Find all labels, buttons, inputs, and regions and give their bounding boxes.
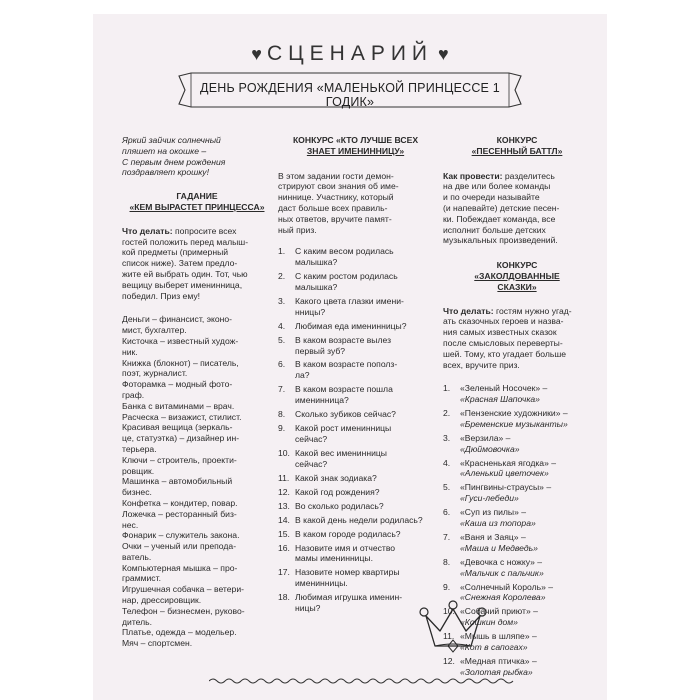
question-line: ла? [295,370,310,381]
item-number: 11. [278,472,290,483]
profession-line: Ключи – строитель, проекти- [122,454,237,465]
profession-line: терьера. [122,443,157,454]
tale-answer: «Красная Шапочка» [460,394,540,405]
question-text [295,384,393,406]
question-item [278,529,433,540]
text-line: даст больше всех правиль- [278,202,388,213]
profession-line: Компьютерная мышка – про- [122,562,238,573]
item-number: 5. [278,334,286,345]
question-text [295,409,396,420]
item-number: 8. [443,556,451,567]
question-item [278,592,433,614]
profession-line: ник. [122,346,138,357]
tale-item [443,482,591,504]
question-text [295,246,394,268]
profession-line: бизнес. [122,487,152,498]
question-item [278,473,433,484]
tale-answer: «Маша и Медведь» [460,542,538,553]
tale-item [443,383,591,405]
text-line: В этом задании гости демон- [278,170,394,181]
profession-list [122,314,272,649]
item-number: 9. [443,581,451,592]
profession-line: Платье, одежда – модельер. [122,627,237,638]
question-item [278,423,433,445]
heading-line: КОНКУРС [496,260,538,271]
heart-left-icon: ♥ [251,44,262,64]
heading-line: «ЗАКОЛДОВАННЫЕ [474,270,560,281]
item-number: 16. [278,542,290,553]
profession-line: Машинка – автомобильный [122,476,233,487]
song-battle-instructions [443,171,591,247]
tale-answer: «Каша из топора» [460,518,536,529]
item-number: 2. [443,408,451,419]
text-line: и по очереди называйте [443,192,540,203]
crown-icon [418,600,488,662]
profession-line: Мяч – спортсмен. [122,638,193,649]
question-text [295,501,384,512]
question-text [295,567,400,589]
tale-riddle: «Верзила» – [460,432,511,443]
tale-text [460,433,520,455]
item-number: 12. [278,486,290,497]
text-line: попросите всех [175,225,237,236]
question-text [295,359,397,381]
text-line: шей. Тому, кто угадает больше [443,348,566,359]
question-list [278,246,433,613]
question-text [295,296,404,318]
heading-line: КОНКУРС [496,135,538,145]
question-text [295,473,377,484]
tale-answer: «Гуси-лебеди» [460,493,519,504]
tale-riddle: «Зеленый Носочек» – [460,383,548,394]
tale-riddle: «Ваня и Заяц» – [460,532,526,543]
heading-line: ГАДАНИЕ [176,191,218,202]
item-number: 15. [278,528,290,539]
item-number: 8. [278,409,286,420]
tale-answer: «Дюймовочка» [460,443,520,454]
tale-item [443,458,591,480]
poem-line: пляшет на окошке – [122,145,207,156]
text-line: жите ей выбрать один. Тот, чью [122,268,248,279]
text-line: победил. Приз ему! [122,290,201,301]
wave-divider [209,676,519,686]
label: Как провести: [443,170,503,181]
question-line: Какой рост именинницы [295,423,392,434]
question-line: Какой знак зодиака? [295,472,377,483]
tale-answer: «Кот в сапогах» [460,641,528,652]
question-item [278,567,433,589]
heading-line: «КЕМ ВЫРАСТЕТ ПРИНЦЕССА» [129,201,265,212]
question-item [278,448,433,470]
question-line: В каком возрасте вылез [295,334,392,345]
item-number: 5. [443,482,451,493]
question-text [295,321,407,332]
item-number: 3. [278,295,286,306]
column-middle [278,135,433,617]
guessing-heading [122,191,272,213]
tale-answer: «Кошкин дом» [460,617,518,628]
question-line: Любимая еда именинницы? [295,320,407,331]
scenario-sheet [93,14,607,700]
text-line: на две или более команды [443,181,551,192]
enchanted-tales-heading [443,260,591,292]
item-number: 17. [278,567,290,578]
tale-answer: «Снежная Королева» [460,592,546,603]
tale-text [460,557,544,579]
question-item [278,409,433,420]
text-line: после смысловых переверты- [443,337,563,348]
question-line: С каким весом родилась [295,246,394,257]
text-line: кой предметы (примерный [122,247,229,258]
tale-text [460,383,547,405]
profession-line: граф. [122,389,145,400]
tale-text [460,408,568,430]
tale-riddle: «Суп из пилы» – [460,507,527,518]
item-number: 4. [278,320,286,331]
banner-subtitle: ДЕНЬ РОЖДЕНИЯ «МАЛЕНЬКОЙ ПРИНЦЕССЕ 1 ГОДИК» [200,81,500,109]
profession-line: Красивая вещица (зеркаль- [122,422,233,433]
profession-line: дитель. [122,616,153,627]
item-number: 1. [443,383,451,394]
question-line: Назовите номер квартиры [295,567,400,578]
question-text [295,529,401,540]
tale-riddle: «Девочка с ножку» – [460,556,543,567]
profession-line: Ложечка – ресторанный биз- [122,508,237,519]
question-line: Назовите имя и отчество [295,542,396,553]
question-line: именинница? [295,395,349,406]
tale-text [460,507,536,529]
question-item [278,335,433,357]
item-number: 11. [443,631,455,642]
page-title [93,42,607,66]
question-text [295,543,395,565]
question-line: именинницы. [295,578,348,589]
question-text [295,487,380,498]
tale-riddle: «Собачий приют» – [460,606,538,617]
profession-line: Игрушечная собачка – ветери- [122,584,244,595]
question-item [278,271,433,293]
tale-text [460,532,538,554]
question-text [295,448,387,470]
question-line: Любимая игрушка именин- [295,592,403,603]
question-line: В какой день недели родилась? [295,514,423,525]
tale-item [443,507,591,529]
profession-line: ватель. [122,551,152,562]
profession-line: граммист. [122,573,161,584]
profession-line: Деньги – финансист, эконо- [122,314,233,325]
question-line: нницы? [295,306,326,317]
guessing-instructions [122,226,272,302]
profession-line: нар, дрессировщик. [122,595,202,606]
question-item [278,384,433,406]
item-number: 18. [278,592,290,603]
poem-line: поздравляет крошку! [122,167,209,178]
profession-line: мист, бухгалтер. [122,325,187,336]
question-text [295,592,402,614]
tale-answer: «Золотая рыбка» [460,666,533,677]
question-item [278,515,433,526]
heading-line: СКАЗКИ» [497,281,537,292]
question-item [278,487,433,498]
enchanted-tales-instructions [443,306,591,371]
question-line: В каком городе родилась? [295,528,401,539]
item-number: 9. [278,423,286,434]
question-line: сейчас? [295,458,328,469]
text-line: стрируют свои знания об име- [278,181,399,192]
item-number: 7. [443,532,451,543]
tale-riddle: «Пензенские художники» – [460,408,568,419]
question-line: малышка? [295,281,338,292]
text-line: вещицу выберет именинница, [122,279,243,290]
tale-riddle: «Красненькая ягодка» – [460,457,557,468]
text-line: (и напевайте) детские песен- [443,202,560,213]
quiz-heading [278,135,433,157]
heart-right-icon: ♥ [438,44,449,64]
profession-line: Конфетка – кондитер, повар. [122,497,238,508]
tale-item [443,557,591,579]
question-item [278,501,433,512]
question-item [278,321,433,332]
profession-line: поэт, журналист. [122,368,188,379]
item-number: 2. [278,271,286,282]
heading-line: «ПЕСЕННЫЙ БАТТЛ» [471,145,563,156]
question-text [295,271,398,293]
tale-riddle: «Солнечный Король» – [460,581,554,592]
text-line: музыкальных произведений. [443,235,558,246]
question-line: мамы именинницы. [295,553,373,564]
question-line: первый зуб? [295,345,346,356]
tale-answer: «Бременские музыканты» [460,418,568,429]
poem [122,135,272,178]
question-line: Какой вес именинницы [295,447,387,458]
column-left [122,135,272,649]
text-line: ниннице. Участнику, который [278,192,394,203]
text-line: всех, вручите приз. [443,359,520,370]
tale-answer: «Мальчик с пальчик» [460,567,544,578]
column-right [443,135,591,681]
item-number: 12. [443,655,455,666]
text-line: ать сказочных героев и назва- [443,316,564,327]
item-number: 6. [443,507,451,518]
question-text [295,335,391,357]
question-item [278,296,433,318]
text-line: исполнит больше детских [443,224,546,235]
profession-line: ровщик. [122,465,155,476]
tale-text [460,482,551,504]
profession-line: Фонарик – служитель закона. [122,530,240,541]
text-line: гостей положить перед малыш- [122,236,249,247]
question-line: Сколько зубиков сейчас? [295,409,396,420]
poem-line: С первым днем рождения [122,156,226,167]
item-number: 6. [278,359,286,370]
profession-line: Банка с витаминами – врач. [122,400,235,411]
text-line: ния самых известных сказок [443,327,557,338]
tale-answer: «Аленький цветочек» [460,468,549,479]
item-number: 10. [443,606,455,617]
question-item [278,359,433,381]
tale-item [443,532,591,554]
text-line: ный приз. [278,224,317,235]
item-number: 4. [443,457,451,468]
profession-line: Кисточка – известный худож- [122,335,239,346]
text-line: ных ответов, вручите памят- [278,213,392,224]
label: Что делать: [443,305,494,316]
profession-line: нес. [122,519,139,530]
text-line: гостям нужно угад- [496,305,572,316]
item-number: 14. [278,514,290,525]
item-number: 1. [278,246,286,257]
item-number: 10. [278,447,290,458]
quiz-intro [278,171,433,236]
question-line: Какой год рождения? [295,486,380,497]
question-item [278,543,433,565]
item-number: 7. [278,384,286,395]
question-line: Во сколько родилась? [295,500,384,511]
tale-riddle: «Мышь в шляпе» – [460,631,537,642]
item-number: 3. [443,432,451,443]
question-line: Какого цвета глазки имени- [295,295,404,306]
question-line: сейчас? [295,433,328,444]
question-line: В каком возрасте пополз- [295,359,398,370]
heading-line: ЗНАЕТ ИМЕНИННИЦУ» [306,145,405,156]
profession-line: Книжка (блокнот) – писатель, [122,357,239,368]
label: Что делать: [122,225,173,236]
question-text [295,423,391,445]
song-battle-heading [443,135,591,157]
tale-text [460,458,556,480]
tale-item [443,408,591,430]
text-line: список ниже). Затем предло- [122,258,238,269]
profession-line: Очки – ученый или препода- [122,541,237,552]
tale-riddle: «Пингвины-страусы» – [460,482,552,493]
profession-line: це, статуэтка) – дизайнер ин- [122,433,240,444]
text-line: ки. Побеждает команда, все [443,213,556,224]
question-item [278,246,433,268]
profession-line: Расческа – визажист, стилист. [122,411,242,422]
question-text [295,515,423,526]
question-line: С каким ростом родилась [295,271,398,282]
profession-line: Телефон – бизнесмен, руково- [122,605,245,616]
title-text: СЦЕНАРИЙ [266,42,434,65]
tale-riddle: «Медная птичка» – [460,655,537,666]
text-line: разделитесь [504,170,555,181]
item-number: 13. [278,500,290,511]
profession-line: Фоторамка – модный фото- [122,379,233,390]
question-line: ницы? [295,602,321,613]
question-line: В каком возрасте пошла [295,384,393,395]
poem-line: Яркий зайчик солнечный [122,135,221,145]
question-line: малышка? [295,257,338,268]
heading-line: КОНКУРС «КТО ЛУЧШЕ ВСЕХ [292,135,419,145]
tale-item [443,433,591,455]
